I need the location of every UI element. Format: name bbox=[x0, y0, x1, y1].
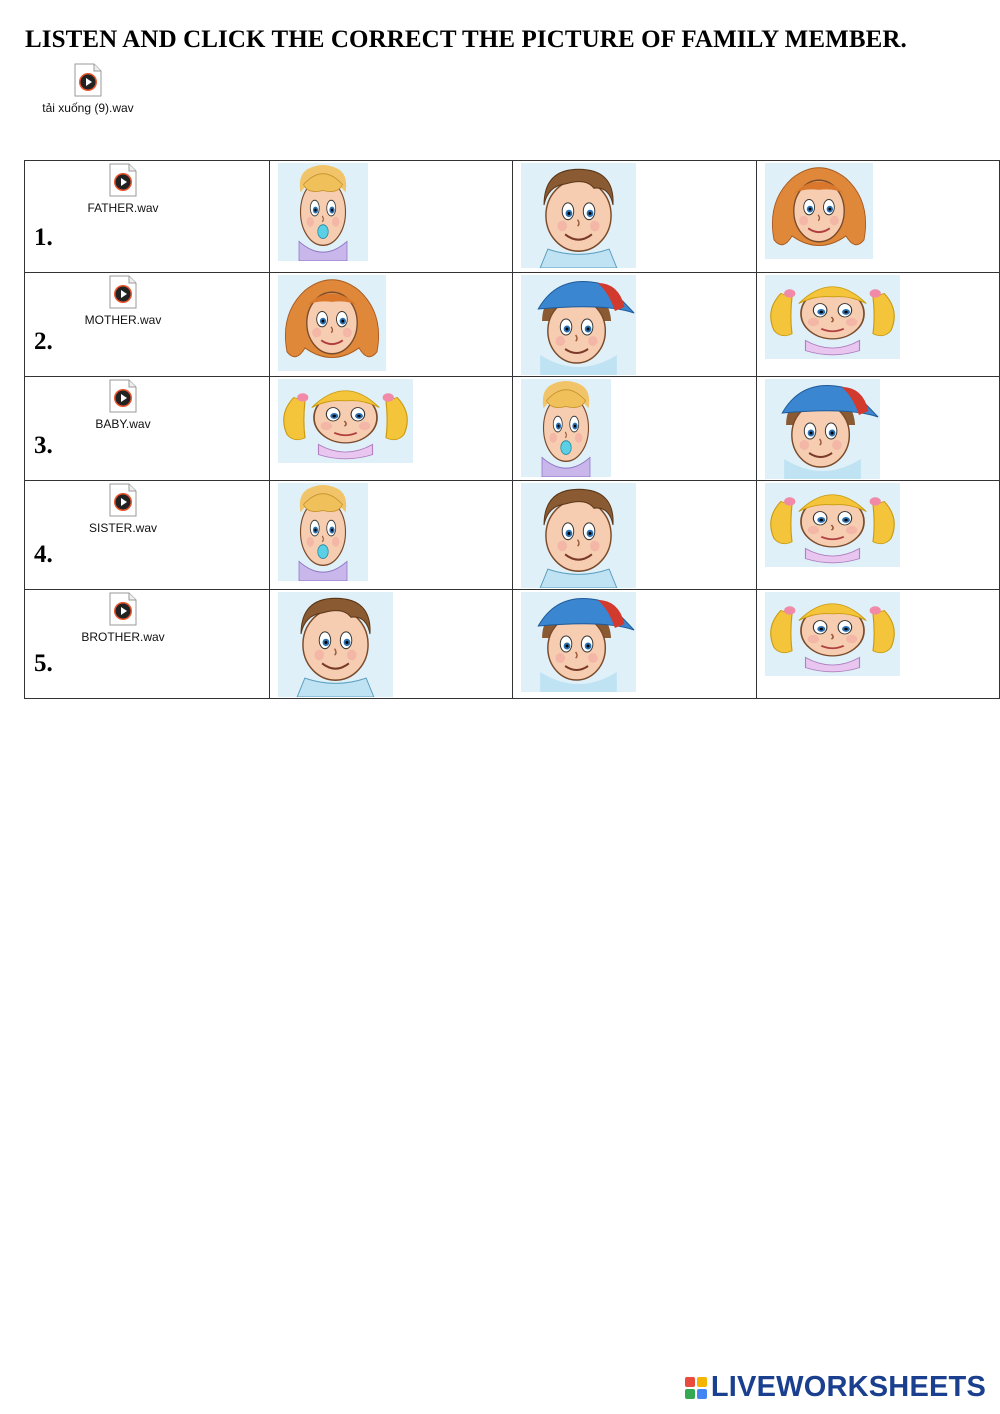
audio-file-icon bbox=[109, 163, 137, 197]
audio-file-icon bbox=[109, 379, 137, 413]
question-number: 5. bbox=[34, 650, 53, 677]
audio-filename: FATHER.wav bbox=[87, 201, 159, 215]
brother-picture[interactable] bbox=[521, 592, 636, 692]
question-audio-file[interactable] bbox=[58, 483, 188, 535]
brother-picture[interactable] bbox=[765, 379, 880, 479]
father-picture[interactable] bbox=[278, 592, 393, 697]
question-table bbox=[24, 160, 1000, 699]
logo-squares-icon bbox=[685, 1377, 707, 1399]
sister-picture[interactable] bbox=[765, 592, 900, 676]
baby-picture[interactable] bbox=[278, 163, 368, 261]
liveworksheets-logo bbox=[685, 1371, 986, 1404]
father-picture[interactable] bbox=[521, 163, 636, 268]
brother-picture[interactable] bbox=[521, 275, 636, 375]
audio-file-icon bbox=[74, 63, 102, 97]
question-cell bbox=[25, 273, 270, 377]
answer-cell[interactable] bbox=[513, 377, 756, 481]
question-row bbox=[25, 377, 1000, 481]
question-row bbox=[25, 161, 1000, 273]
answer-cell[interactable] bbox=[270, 481, 513, 590]
question-number: 4. bbox=[34, 541, 53, 568]
audio-filename: BABY.wav bbox=[95, 417, 151, 431]
question-audio-file[interactable] bbox=[58, 275, 188, 327]
mother-picture[interactable] bbox=[278, 275, 386, 371]
answer-cell[interactable] bbox=[270, 377, 513, 481]
question-number: 3. bbox=[34, 432, 53, 459]
question-audio-file[interactable] bbox=[58, 163, 188, 215]
question-audio-file[interactable] bbox=[58, 592, 188, 644]
answer-cell[interactable] bbox=[756, 273, 999, 377]
sister-picture[interactable] bbox=[278, 379, 413, 463]
mother-picture[interactable] bbox=[765, 163, 873, 259]
brand-name: LIVEWORKSHEETS bbox=[710, 1371, 986, 1403]
audio-file-icon bbox=[109, 275, 137, 309]
answer-cell[interactable] bbox=[513, 481, 756, 590]
audio-filename: SISTER.wav bbox=[88, 521, 157, 535]
worksheet-title: LISTEN AND CLICK THE CORRECT THE PICTURE OF FAMILY MEMBER. bbox=[25, 26, 907, 53]
answer-cell[interactable] bbox=[270, 161, 513, 273]
top-audio-file[interactable] bbox=[23, 63, 153, 115]
question-number: 2. bbox=[34, 328, 53, 355]
audio-file-icon bbox=[109, 592, 137, 626]
father-picture[interactable] bbox=[521, 483, 636, 588]
audio-filename: MOTHER.wav bbox=[84, 313, 162, 327]
question-row bbox=[25, 590, 1000, 699]
question-row bbox=[25, 481, 1000, 590]
answer-cell[interactable] bbox=[756, 161, 999, 273]
answer-cell[interactable] bbox=[270, 273, 513, 377]
answer-cell[interactable] bbox=[270, 590, 513, 699]
answer-cell[interactable] bbox=[513, 590, 756, 699]
sister-picture[interactable] bbox=[765, 483, 900, 567]
answer-cell[interactable] bbox=[756, 481, 999, 590]
answer-cell[interactable] bbox=[756, 377, 999, 481]
audio-filename: tải xuống (9).wav bbox=[42, 101, 134, 115]
answer-cell[interactable] bbox=[513, 161, 756, 273]
answer-cell[interactable] bbox=[756, 590, 999, 699]
question-cell bbox=[25, 481, 270, 590]
sister-picture[interactable] bbox=[765, 275, 900, 359]
question-cell bbox=[25, 377, 270, 481]
answer-cell[interactable] bbox=[513, 273, 756, 377]
baby-picture[interactable] bbox=[521, 379, 611, 477]
question-cell bbox=[25, 590, 270, 699]
question-cell bbox=[25, 161, 270, 273]
question-audio-file[interactable] bbox=[58, 379, 188, 431]
audio-file-icon bbox=[109, 483, 137, 517]
question-row bbox=[25, 273, 1000, 377]
baby-picture[interactable] bbox=[278, 483, 368, 581]
audio-filename: BROTHER.wav bbox=[81, 630, 165, 644]
question-number: 1. bbox=[34, 224, 53, 251]
